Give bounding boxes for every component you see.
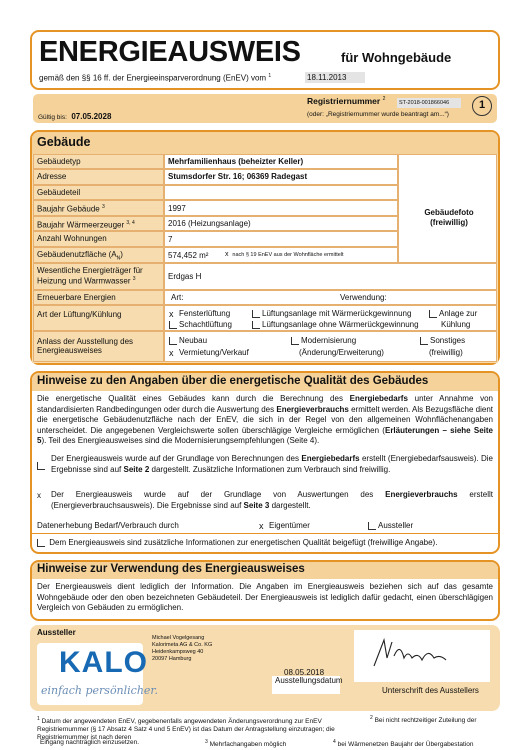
occasion-sonstiges[interactable]: Sonstiges: [420, 336, 465, 345]
row-value-area: [164, 247, 398, 263]
option-verbrauch-checkbox[interactable]: x: [37, 491, 41, 500]
notes-divider: [32, 533, 498, 534]
issuer-address: Michael Vogelgesang Kalorimeta AG & Co. KG Heidenkampsweg 40 20097 Hamburg: [152, 635, 213, 662]
footnote-3: $^3$ Mehrfachangaben möglich: [205, 739, 287, 749]
row-label-part: Gebäudeteil: [33, 185, 164, 200]
area-value: 574,452 m²: [168, 251, 209, 260]
page-number: 1: [478, 99, 486, 111]
row-value-address: Stumsdorfer Str. 16; 06369 Radegast: [164, 169, 398, 185]
document-title: ENERGIEAUSWEIS: [39, 36, 301, 68]
row-label-address: Adresse: [33, 169, 164, 185]
renewable-use-label: Verwendung:: [340, 293, 387, 302]
additional-info[interactable]: Dem Energieausweis sind zusätzliche Informationen zur energetischen Qualität beigefügt (freiwillige Angabe).: [37, 538, 437, 547]
valid-until: Gültig bis: 07.05.2028: [38, 112, 112, 121]
vent-lueftung-mit-wrg[interactable]: Lüftungsanlage mit Wärmerückgewinnung: [252, 309, 411, 318]
row-label-ventilation: Art der Lüftung/Kühlung: [33, 305, 164, 331]
vent-schachtlueftung[interactable]: Schachtlüftung: [169, 320, 232, 329]
notes-section-title: Hinweise zu den Angaben über die energetische Qualität des Gebäudes: [37, 375, 429, 387]
row-label-energy: Wesentliche Energieträger für Heizung und Warmwasser $^3$: [33, 263, 164, 290]
occasion-modernisierung[interactable]: Modernisierung: [291, 336, 356, 345]
row-value-ventilation: [164, 305, 497, 331]
issue-date: 08.05.2018: [284, 668, 325, 677]
row-label-renewable: Erneuerbare Energien: [33, 290, 164, 305]
registration-number: ST-2018-001866046: [397, 98, 461, 108]
collected-by-issuer[interactable]: Aussteller: [368, 521, 413, 530]
occasion-aenderung: (Änderung/Erweiterung): [299, 348, 384, 357]
row-label-area: Gebäudenutzfläche $(A_N)$: [33, 247, 164, 263]
signature-label: Unterschrift des Ausstellers: [382, 686, 479, 695]
vent-kuehlung: Kühlung: [441, 320, 471, 329]
option-bedarf-text: Der Energieausweis wurde auf der Grundlage von Berechnungen des Energiebedarfs erstellt (Energiebedarfsausweis). Die Ergebnisse sind auf Seite 2 dargestellt. Zusätzliche Informationen zum Verbrauch sind freiwillig.: [51, 454, 493, 474]
registration-note: (oder: „Registriernummer wurde beantragt am...“): [307, 111, 449, 118]
vent-anlage-kuehlung[interactable]: Anlage zur: [429, 309, 477, 318]
renewable-type-label: Art:: [171, 293, 184, 302]
footnote-2: $^2$ Bei nicht rechtzeitiger Zuteilung der: [370, 715, 477, 725]
kalo-logo: [37, 643, 158, 705]
legal-basis: gemäß den §§ 16 ff. der Energieeinsparverordnung (EnEV) vom $^1$: [39, 73, 272, 83]
collected-by-owner[interactable]: x Eigentümer: [259, 520, 310, 531]
footnote-4: $^4$ bei Wärmenetzen Baujahr der Übergabestation: [333, 739, 474, 749]
building-photo: [398, 154, 497, 263]
row-value-units: 7: [164, 231, 398, 247]
building-section-title: Gebäude: [37, 135, 91, 149]
footnote-1: $^1$ Datum der angewendeten EnEV, gegebenenfalls angewendeten Änderungsverordnung zur EnEV Registriernummer (§ 17 Absatz 4 Satz 4 und 5 EnEV) ist das Datum der Antragstellung einzutragen; die Registriernummer ist nach deren: [37, 716, 335, 742]
registration-label: Registriernummer $^2$: [307, 96, 386, 106]
occasion-vermietung[interactable]: x Vermietung/Verkauf: [169, 347, 249, 358]
occasion-neubau[interactable]: Neubau: [169, 336, 207, 345]
page-number-badge: [472, 96, 492, 116]
issuer-label: Aussteller: [37, 628, 76, 637]
vent-lueftung-ohne-wrg[interactable]: Lüftungsanlage ohne Wärmerückgewinnung: [252, 320, 419, 329]
row-label-occasion: Anlass der Ausstellung des Energieausweises: [33, 331, 164, 362]
building-photo-label: Gebäudefoto (freiwillig): [424, 208, 474, 227]
option-bedarf-checkbox[interactable]: [37, 457, 47, 475]
issue-date-label: Ausstellungsdatum: [275, 676, 343, 685]
usage-section-title: Hinweise zur Verwendung des Energieausweises: [37, 563, 305, 575]
row-value-renewable: [164, 290, 497, 305]
kalo-logo-text: KALO: [59, 646, 148, 679]
building-section-header: [32, 132, 498, 154]
row-label-type: Gebäudetyp: [33, 154, 164, 169]
occasion-freiwillig: (freiwillig): [429, 348, 463, 357]
row-value-year: 1997: [164, 200, 398, 216]
row-label-units: Anzahl Wohnungen: [33, 231, 164, 247]
row-value-occasion: [164, 331, 497, 362]
signature: [370, 636, 450, 670]
data-collection-label: Datenerhebung Bedarf/Verbrauch durch: [37, 521, 179, 530]
area-note: nach § 19 EnEV aus der Wohnfläche ermittelt: [232, 252, 344, 258]
option-verbrauch-text: Der Energieausweis wurde auf der Grundlage von Auswertungen des Energieverbrauchs erstellt (Energieverbrauchsausweis). Die Ergebnisse sind auf Seite 3 dargestellt.: [51, 490, 493, 510]
vent-fensterlueftung[interactable]: x Fensterlüftung: [169, 308, 231, 319]
enev-date: 18.11.2013: [305, 72, 365, 83]
area-checkbox[interactable]: x: [225, 251, 229, 258]
notes-intro: Die energetische Qualität eines Gebäudes kann durch die Berechnung des Energiebedarfs unter Annahme von standardisierten Randbedingungen oder durch die Auswertung des Energieverbrauchs ermittelt werden. Als Bezugsfläche dient die energetische Gebäudenutzfläche nach der EnEV, die sich in der Regel von den allgemeinen Wohnflächenangaben unterscheidet. Die angegebenen Vergleichswerte sollen überschlägige Vergleiche ermöglichen (Erläuterungen – siehe Seite 5). Teil des Energieausweises sind die Modernisierungsempfehlungen (Seite 4).: [37, 394, 494, 445]
row-value-energy: Erdgas H: [164, 263, 497, 290]
usage-text: Der Energieausweis dient lediglich der Information. Die Angaben im Energieausweis beziehen sich auf das gesamte Wohngebäude oder den oben bezeichneten Gebäudeteil. Der Energieausweis ist lediglich dafür gedacht, einen überschlägigen Vergleich von Gebäuden zu ermöglichen.: [37, 582, 493, 612]
row-value-type: Mehrfamilienhaus (beheizter Keller): [164, 154, 398, 169]
document-subtitle: für Wohngebäude: [341, 50, 452, 65]
row-label-year: Baujahr Gebäude $^3$: [33, 200, 164, 216]
row-label-heater-year: Baujahr Wärmeerzeuger $^{3, 4}$: [33, 216, 164, 231]
row-value-heater-year: 2016 (Heizungsanlage): [164, 216, 398, 231]
footnote-1c: Eingang nachträglich einzusetzen.: [40, 739, 140, 746]
area-check: [225, 251, 344, 258]
row-value-part: [164, 185, 398, 200]
kalo-logo-tagline: einfach persönlicher.: [41, 684, 158, 697]
